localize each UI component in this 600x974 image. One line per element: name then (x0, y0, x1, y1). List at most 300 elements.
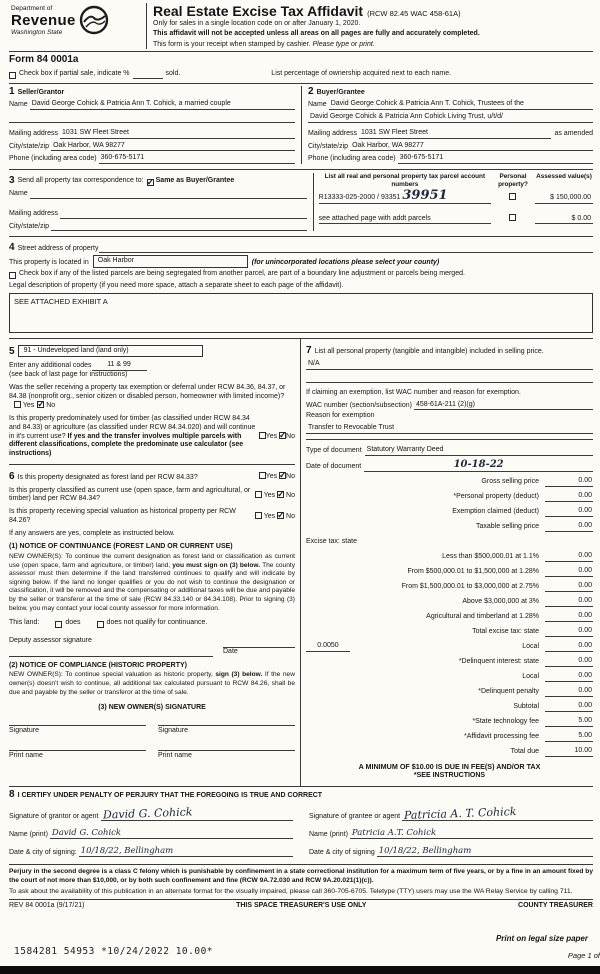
date-of-document-value: 10-18-22 (364, 459, 593, 473)
owner-signature-2-line[interactable] (158, 715, 295, 726)
partial-percent-blank[interactable] (133, 78, 163, 79)
dept-of-label: Department of (11, 5, 53, 12)
grantor-signature-line[interactable] (101, 807, 293, 822)
tax-row-value: 0.00 (545, 687, 593, 697)
buyer-address-note: as amended (554, 129, 593, 137)
deferral-yes-checkbox[interactable] (14, 401, 21, 408)
tax-row-value: 5.00 (545, 732, 593, 742)
seller-heading (9, 87, 295, 98)
personal-property-column-header: Personal property? (498, 173, 528, 188)
additional-codes-value[interactable]: 11 & 99 (92, 361, 147, 371)
notice-3-title: (3) NEW OWNER(S) SIGNATURE (98, 704, 206, 712)
section-2-number: 2 (308, 85, 314, 97)
section-5-number: 5 (9, 346, 15, 358)
certification-grid (9, 803, 593, 858)
deputy-date-label: Date (223, 647, 238, 655)
yes-label: Yes (263, 491, 276, 499)
located-in-value[interactable]: Oak Harbor (93, 255, 248, 268)
seller-name-line2-blank[interactable] (9, 113, 295, 123)
parcel-2-number: see attached page with addt parcels (319, 215, 491, 225)
tax-row (306, 727, 593, 742)
field-row (306, 446, 593, 456)
land-use-section (9, 345, 295, 459)
notice-1-title: (1) NOTICE OF CONTINUANCE (FOREST LAND OR CURRENT USE) (9, 543, 233, 551)
correspondence-name-label: Name (9, 190, 28, 198)
tax-row-value: 0.00 (545, 507, 593, 517)
field-row (308, 113, 593, 123)
claim-exemption-label: If claiming an exemption, list WAC number and reason for exemption. (306, 388, 521, 396)
field-row (306, 459, 593, 473)
footer-row (9, 899, 593, 911)
tax-row-value: 0.00 (545, 477, 593, 487)
field-row (9, 129, 295, 139)
forest-yes-checkbox[interactable] (259, 472, 266, 479)
tax-row-value: 5.00 (545, 717, 593, 727)
deferral-no-checkbox[interactable] (37, 401, 44, 408)
current-use-yes-checkbox[interactable] (255, 491, 262, 498)
personal-property-text (306, 346, 593, 357)
seller-phone-label: Phone (including area code) (9, 155, 97, 163)
timber-question-text (9, 415, 259, 459)
continuance-qualify-row (9, 619, 295, 628)
buyer-phone-label: Phone (including area code) (308, 155, 396, 163)
treasurer-space-label: THIS SPACE TREASURER'S USE ONLY (236, 902, 367, 910)
legal-description-box[interactable] (9, 293, 593, 333)
rcw-reference: (RCW 82.45 WAC 458-61A) (367, 9, 461, 18)
legal-description-label: Legal description of property (if you need more space, attach a separate sheet to each page of the affidavit). (9, 281, 344, 289)
field-row (9, 100, 295, 110)
if-yes-note: If any answers are yes, complete as instructed below. (9, 529, 175, 537)
tax-row-label: From $500,000.01 to $1,500,000 at 1.28% (407, 568, 539, 576)
tax-row (306, 652, 593, 667)
tax-row-label: Excise tax: state (306, 538, 357, 546)
scan-edge (0, 966, 600, 974)
reason-for-exemption-label: Reason for exemption (306, 412, 375, 420)
buyer-address-label: Mailing address (308, 129, 358, 137)
cashier-stamp: 1584281 54953 *10/24/2022 10.00* (14, 946, 214, 958)
tax-row (306, 562, 593, 577)
correspondence-csz-label: City/state/zip (9, 222, 50, 230)
segregated-label: Check box if any of the listed parcels are being segregated from another parcel, are part of a boundary line adjustment or parcels being merged. (19, 270, 465, 278)
grantee-signature-line[interactable] (402, 804, 593, 822)
tax-row-label: Above $3,000,000 at 3% (462, 598, 539, 606)
tax-row-value: 0.00 (545, 492, 593, 502)
notice-2-body (9, 671, 295, 697)
field-row (9, 270, 593, 279)
notice-1-body-part1: NEW OWNER(S): To continue the current designation as forest land or classification as current use (open space, farm and agriculture, or timber) land, (9, 553, 295, 569)
legal-description-value: SEE ATTACHED EXHIBIT A (14, 296, 108, 306)
wac-number-value: 458-61A-211 (2)(g) (414, 401, 593, 411)
parcel-1-personal-checkbox[interactable] (509, 193, 516, 200)
forest-question-text (9, 472, 259, 483)
owner-print-2-line[interactable] (158, 740, 295, 751)
field-row (306, 373, 593, 383)
tax-row-label: Local (522, 673, 539, 681)
parcels-table (313, 173, 593, 231)
current-use-question (9, 487, 295, 505)
ownership-note: List percentage of ownership acquired next to each name. (271, 69, 452, 77)
deferral-yesno (11, 402, 55, 409)
no-label: No (46, 402, 56, 410)
parcels-header-row (319, 173, 593, 188)
field-row (308, 154, 593, 164)
grantee-signature-value: Patricia A. T. Cohick (403, 804, 517, 822)
parcel-row (318, 187, 593, 204)
date-of-document-label: Date of document (306, 463, 362, 471)
print-legal-size-note: Print on legal size paper (495, 934, 588, 943)
header (9, 3, 593, 52)
grantee-signature-label: Signature of grantee or agent (309, 812, 401, 820)
header-note-2: This affidavit will not be accepted unless all areas on all pages are fully and accurately completed. (153, 30, 480, 38)
property-location-section (9, 237, 593, 338)
print-name-label: Print name (158, 751, 192, 759)
buyer-phone-value: 360-675-5171 (398, 154, 593, 164)
forest-no-checkbox[interactable] (279, 472, 286, 479)
tax-computation-section (306, 439, 593, 781)
correspondence-address-label: Mailing address (9, 209, 59, 217)
current-use-no-checkbox[interactable] (277, 491, 284, 498)
seller-section (9, 86, 301, 165)
tax-row-value: 0.00 (545, 627, 593, 637)
timber-yesno (259, 432, 295, 442)
local-rate-value: 0.0050 (306, 642, 350, 652)
does-checkbox[interactable] (55, 621, 62, 628)
tax-row-value: 0.00 (545, 552, 593, 562)
grantor-signature-value: David G. Cohick (102, 805, 193, 822)
parcel-1-typed: R13333-025-2000 / 93351 (318, 193, 401, 201)
segregated-checkbox[interactable] (9, 272, 16, 279)
seller-name-value: David George Cohick & Patricia Ann T. Cohick, a married couple (30, 100, 295, 110)
tax-row-label: Total due (510, 748, 539, 756)
agency-text (11, 5, 76, 37)
tax-row-value: 0.00 (545, 702, 593, 712)
certification-heading (9, 790, 593, 801)
field-row (9, 282, 593, 291)
historic-yes-checkbox[interactable] (255, 512, 262, 519)
same-as-buyer-label: Same as Buyer/Grantee (155, 177, 235, 185)
grantee-date-value: 10/18/22, Bellingham (378, 845, 472, 856)
parcel-1-number (318, 187, 491, 204)
exemption-section (306, 346, 593, 434)
does-not-option (97, 619, 208, 628)
tax-row-value: 0.00 (545, 582, 593, 592)
tax-row-label: Local (522, 643, 539, 651)
same-as-buyer-checkbox[interactable] (147, 179, 154, 186)
land-use-code-box[interactable]: 91 - Undeveloped land (land only) (18, 345, 203, 358)
partial-sale-checkbox[interactable] (9, 72, 16, 79)
title-row (153, 4, 593, 19)
tax-row-label: Gross selling price (481, 478, 539, 486)
tax-row (306, 517, 593, 532)
buyer-name-value-line1: David George Cohick & Patricia Ann T. Cohick, Trustees of the (329, 100, 593, 110)
personal-property-value: N/A (306, 360, 593, 370)
parcel-2-assessed-value: $ 0.00 (535, 215, 593, 225)
deputy-signature-label: Deputy assessor signature (9, 636, 92, 644)
grantor-date-value: 10/18/22, Bellingham (80, 845, 174, 856)
yes-label: Yes (22, 402, 35, 410)
buyer-csz-value: Oak Harbor, WA 98277 (350, 142, 593, 152)
field-row (9, 243, 593, 253)
deputy-date-cell (223, 637, 295, 657)
new-owner-print-row (9, 740, 295, 761)
grantee-date-line[interactable] (377, 846, 593, 858)
tax-row (306, 547, 593, 562)
buyer-heading (308, 87, 593, 98)
tax-row-value: 0.00 (545, 612, 593, 622)
tax-row-label: *Delinquent penalty (478, 688, 539, 696)
grantor-print-value: David G. Cohick (51, 827, 122, 838)
tax-row (306, 667, 593, 682)
timber-yes-checkbox[interactable] (259, 432, 266, 439)
seller-address-label: Mailing address (9, 129, 59, 137)
parcel-2-personal-cell (495, 214, 531, 225)
timber-no-checkbox[interactable] (279, 432, 286, 439)
buyer-address-value: 1031 SW Fleet Street (359, 129, 551, 139)
tax-row-label: Less than $500,000.01 at 1.1% (442, 553, 539, 561)
field-row (306, 424, 593, 434)
seller-title: Seller/Grantor (17, 88, 65, 96)
header-note-3-italic: Please type or print. (312, 40, 375, 48)
field-row (9, 361, 295, 371)
tax-row (306, 577, 593, 592)
field-row (9, 345, 295, 358)
located-in-label: This property is located in (9, 259, 89, 267)
type-of-document-value: Statutory Warranty Deed (365, 446, 593, 456)
deferral-question-text: Was the seller receiving a property tax exemption or deferral under RCW 84.36, 84.37, or 84.38 (nonprofit org., senior citizen or disabled person, homeowner with limited income)? (9, 383, 286, 400)
field-row (9, 113, 295, 123)
grantee-date-label: Date & city of signing (309, 848, 375, 856)
field-row (9, 142, 295, 152)
rev-number: REV 84 0001a (9/17/21) (9, 902, 85, 910)
grantor-certification (9, 803, 293, 858)
tax-row-label: From $1,500,000.01 to $3,000,000 at 2.75% (401, 583, 539, 591)
section-8-number: 8 (9, 788, 15, 800)
notice-2-title: (2) NOTICE OF COMPLIANCE (HISTORIC PROPERTY) (9, 661, 187, 669)
owner-print-1-line[interactable] (9, 740, 146, 751)
tax-row-value: 0.00 (545, 597, 593, 607)
correspondence-name-blank[interactable] (30, 189, 307, 199)
tax-row (306, 712, 593, 727)
main-columns (9, 339, 593, 787)
no-label: No (286, 491, 295, 499)
owner-print-2 (158, 740, 295, 761)
historic-no-checkbox[interactable] (277, 512, 284, 519)
notice-2-body-bold: sign (3) below. (215, 671, 263, 679)
grantor-date-label: Date & city of signing: (9, 848, 77, 856)
historic-question-text: Is this property receiving special valuation as historical property per RCW 84.26? (9, 508, 236, 524)
tax-row-value: 0.00 (545, 642, 593, 652)
field-row (308, 142, 593, 152)
notice-1-body-part2: The county assessor must then determine if the land transferred continues to qualify and will indicate by signing below. If the land no longer qualifies or you do not wish to continue the designation or classification, it will be removed and the compensating or additional taxes will be due and payable by the seller or transferor at the time of sale (RCW 84.33.140 or 84.34.108). Prior to signing (3) below, you may contact your local county assessor for more information. (9, 561, 295, 612)
field-row (308, 100, 593, 110)
deputy-date-line[interactable] (223, 637, 295, 648)
timber-question-plain: Is this property predominately used for timber (as classified under RCW 84.34 and 84.33) or agriculture (as classified under RCW 84.34.020) and will continue in it's current use? (9, 415, 256, 440)
correspondence-left (9, 173, 313, 231)
page-number-note: Page 1 of (567, 950, 600, 960)
partial-sale-label: Check box if partial sale, indicate % (19, 69, 130, 77)
buyer-section (301, 86, 593, 165)
parties-section (9, 84, 593, 171)
tax-row-label: Exemption claimed (deduct) (452, 508, 539, 516)
tax-row (306, 487, 593, 502)
tax-row-label: Taxable selling price (475, 523, 539, 531)
certification-title: I CERTIFY UNDER PENALTY OF PERJURY THAT THE FOREGOING IS TRUE AND CORRECT (17, 791, 323, 799)
section-7-number: 7 (306, 344, 312, 356)
grantee-print-line[interactable] (350, 828, 593, 840)
print-name-label: Print name (9, 751, 43, 759)
parcel-1-personal-cell (495, 193, 531, 204)
field-row (9, 222, 307, 232)
section-6-number: 6 (9, 470, 15, 482)
street-address-label: Street address of property (17, 244, 99, 252)
does-not-checkbox[interactable] (97, 621, 104, 628)
notice-1-body-bold: you must sign on (3) below. (172, 561, 261, 569)
agency-wordmark (11, 5, 143, 37)
field-row (9, 843, 293, 857)
send-correspondence-label: Send all property tax correspondence to: (17, 177, 144, 185)
assessed-value-column-header: Assessed value(s) (536, 173, 592, 181)
tax-row (306, 502, 593, 517)
tax-row-label: Subtotal (513, 703, 539, 711)
owner-signature-1 (9, 715, 146, 736)
tax-row-value: 0.00 (545, 672, 593, 682)
historic-question (9, 508, 295, 526)
new-owner-signature-row (9, 715, 295, 736)
seller-csz-label: City/state/zip (9, 142, 50, 150)
correspondence-csz-blank[interactable] (51, 222, 307, 232)
field-row (306, 401, 593, 411)
owner-print-1 (9, 740, 146, 761)
grantee-print-label: Name (print) (309, 830, 348, 838)
field-row (9, 176, 307, 186)
see-instructions-note: *SEE INSTRUCTIONS (413, 772, 486, 780)
grantee-print-value: Patricia A.T. Cohick (351, 827, 437, 838)
parcel-row (319, 214, 593, 225)
tax-row (306, 472, 593, 487)
agency-block (9, 3, 147, 49)
additional-codes-label: Enter any additional codes (9, 362, 92, 370)
does-not-label: does not qualify for continuance. (106, 619, 208, 627)
tax-row (306, 682, 593, 697)
deferral-question (9, 384, 295, 411)
tax-row-label: *Personal property (deduct) (453, 493, 539, 501)
tax-row-value: 0.00 (545, 522, 593, 532)
buyer-name-label: Name (308, 101, 327, 109)
wac-number-label: WAC number (section/subsection) (306, 401, 412, 409)
does-option (55, 619, 80, 628)
field-row (309, 843, 593, 857)
located-in-note: (for unincorporated locations please select your county) (251, 259, 440, 267)
form-number: Form 84 0001a (9, 54, 79, 66)
parcel-2-personal-checkbox[interactable] (509, 214, 516, 221)
correspondence-section (9, 170, 593, 237)
field-row (9, 807, 293, 822)
owner-signature-1-line[interactable] (9, 715, 146, 726)
deputy-signature-cell (9, 637, 213, 657)
reason-for-exemption-value: Transfer to Revocable Trust (306, 424, 593, 434)
right-column (301, 339, 593, 786)
signature-label: Signature (158, 726, 188, 734)
buyer-title: Buyer/Grantee (316, 88, 365, 96)
current-use-yesno (255, 491, 295, 501)
historic-yesno (255, 512, 295, 522)
seller-name-label: Name (9, 101, 28, 109)
revenue-logo-icon (79, 5, 109, 35)
grantor-print-line[interactable] (50, 828, 293, 840)
field-row (306, 360, 593, 370)
field-row (9, 189, 307, 199)
forest-yesno (259, 472, 295, 482)
tax-row-excise-header (306, 532, 593, 547)
yes-label: Yes (265, 473, 278, 481)
tax-row (306, 622, 593, 637)
personal-property-blank[interactable] (306, 373, 593, 383)
partial-sold-label: sold. (165, 69, 181, 77)
field-row (308, 129, 593, 139)
owner-signature-2 (158, 715, 295, 736)
certification-section (9, 787, 593, 866)
revenue-wordmark: Revenue (11, 12, 76, 30)
current-use-question-text: Is this property classified as current use (open space, farm and agricultural, or timber) land per RCW 84.34? (9, 486, 251, 503)
field-row (9, 209, 307, 219)
does-label: does (65, 619, 81, 627)
tax-row-label: Agricultural and timberland at 1.28% (426, 613, 539, 621)
designation-section (9, 464, 295, 760)
washington-state-label: Washington State (11, 28, 63, 36)
section-1-number: 1 (9, 85, 15, 97)
header-note-3 (153, 41, 593, 50)
correspondence-address-blank[interactable] (60, 209, 307, 219)
form-title: Real Estate Excise Tax Affidavit (153, 3, 364, 19)
title-block (147, 3, 593, 49)
parcel-1-handwritten: 39951 (402, 187, 448, 203)
field-row (9, 154, 295, 164)
this-land-label: This land: (9, 619, 40, 627)
tax-row-value: 0.00 (545, 567, 593, 577)
tax-row-value: 10.00 (545, 747, 593, 757)
partial-sale-row (9, 67, 593, 84)
grantee-certification (309, 803, 593, 858)
grantor-date-line[interactable] (79, 846, 293, 858)
personal-property-block (306, 346, 593, 357)
section-4-number: 4 (9, 242, 15, 254)
signature-label: Signature (9, 726, 39, 734)
county-treasurer-label: COUNTY TREASURER (518, 902, 593, 910)
forest-question (9, 472, 295, 483)
grantor-print-label: Name (print) (9, 830, 48, 838)
street-address-blank[interactable] (99, 244, 594, 254)
tax-row-label: Total excise tax: state (472, 628, 539, 636)
seller-phone-value: 360-675-5171 (99, 154, 295, 164)
field-row (309, 825, 593, 839)
tax-row-value: 0.00 (545, 657, 593, 667)
yes-label: Yes (265, 433, 278, 441)
parcels-header: List all real and personal property tax parcel account numbers (324, 173, 486, 188)
no-label: No (286, 513, 295, 521)
grantor-signature-label: Signature of grantor or agent (9, 812, 99, 820)
tax-row (306, 592, 593, 607)
field-row (9, 255, 593, 268)
buyer-name-value-line2: David George Cohick & Patricia Ann Cohick Living Trust, u/t/d/ (308, 113, 593, 123)
notice-1-body (9, 553, 295, 613)
no-label: No (286, 473, 295, 481)
parcel-1-assessed-value: $ 150,000.00 (535, 194, 593, 204)
buyer-csz-label: City/state/zip (308, 142, 349, 150)
seller-csz-value: Oak Harbor, WA 98277 (51, 142, 295, 152)
yes-label: Yes (263, 513, 276, 521)
tax-row (306, 697, 593, 712)
seller-address-value: 1031 SW Fleet Street (60, 129, 295, 139)
